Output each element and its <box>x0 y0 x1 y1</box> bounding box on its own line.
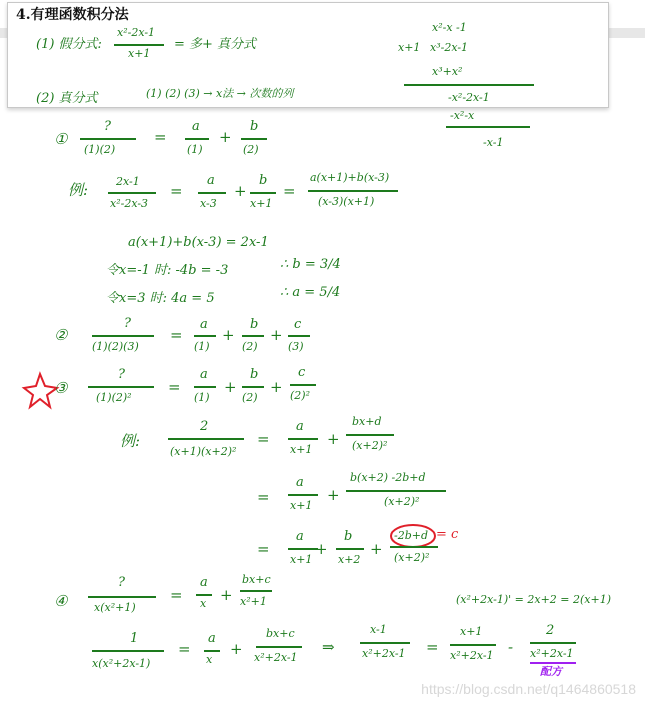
plus-sign: + <box>327 486 340 504</box>
equals-sign: = <box>283 182 296 200</box>
note-improper-den: x+1 <box>128 47 151 60</box>
minus-sign: - <box>508 638 514 656</box>
case-3-b: b <box>250 367 259 382</box>
fraction-bar <box>204 650 220 652</box>
case-2-c-den: (3) <box>288 340 304 353</box>
example-1-label: 例: <box>68 181 89 199</box>
purple-note: 配方 <box>540 665 562 678</box>
example-1-b: b <box>259 173 268 188</box>
example-4-a: a <box>208 631 216 646</box>
fraction-bar <box>168 438 244 440</box>
case-2-num: ? <box>124 316 131 331</box>
case-2-b: b <box>250 317 259 332</box>
equals-sign: = <box>257 488 270 506</box>
case-4-num: ? <box>118 575 125 590</box>
example-3-r3-num: -2b+d <box>394 529 429 542</box>
plus-sign: + <box>230 640 243 658</box>
example-3-num: 2 <box>200 419 209 434</box>
fraction-bar <box>196 594 212 596</box>
fraction-bar <box>256 646 302 648</box>
plus-sign: + <box>222 326 235 344</box>
example-3-a-den: x+1 <box>290 443 313 456</box>
example-1-a-den: x-3 <box>200 197 217 210</box>
equals-sign: = <box>170 586 183 604</box>
example-3-bd-den: (x+2)² <box>352 439 388 452</box>
equals-sign: = <box>170 326 183 344</box>
equals-sign: = <box>178 640 191 658</box>
note-improper-num: x²-2x-1 <box>117 26 156 39</box>
example-3-bd: bx+d <box>352 415 382 428</box>
division-step-4: -x-1 <box>483 136 504 149</box>
fraction-bar <box>92 650 164 652</box>
section-heading: 4.有理函数积分法 <box>16 7 129 23</box>
plus-sign: + <box>219 128 232 146</box>
division-step-3: -x²-x <box>450 109 475 122</box>
case-2-b-den: (2) <box>242 340 258 353</box>
case-4-bxc-den: x²+1 <box>240 595 267 608</box>
derivative-note: (x²+2x-1)' = 2x+2 = 2(x+1) <box>456 593 611 606</box>
case-3-b-den: (2) <box>242 391 258 404</box>
case-4-den: x(x²+1) <box>94 601 136 614</box>
example-4-den2: x²+2x-1 <box>362 647 406 660</box>
equals-c-annotation: = c <box>436 527 459 542</box>
case-3-den: (1)(2)² <box>96 391 132 404</box>
equals-sign: = <box>170 182 183 200</box>
case-4-a: a <box>200 575 208 590</box>
case-2-a-den: (1) <box>194 340 210 353</box>
case-1-num: ? <box>104 119 111 134</box>
example-4-bxc: bx+c <box>266 627 295 640</box>
case-4-bxc: bx+c <box>242 573 271 586</box>
example-3-a-den: x+1 <box>290 553 313 566</box>
case-1-a: a <box>192 119 200 134</box>
fraction-bar <box>346 434 394 436</box>
equals-sign: = <box>257 540 270 558</box>
case-2-den: (1)(2)(3) <box>92 340 139 353</box>
solve-step-3: 令x=3 时: 4a = 5 <box>106 291 215 306</box>
solve-step-3-result: ∴ a = 5/4 <box>280 285 341 300</box>
note-proper-rest: (1) (2) (3) → x法 → 次数的列 <box>146 87 294 100</box>
fraction-bar <box>194 386 216 388</box>
fraction-bar <box>288 494 318 496</box>
case-1-marker: ① <box>54 130 68 148</box>
fraction-bar <box>88 386 154 388</box>
plus-sign: + <box>327 430 340 448</box>
fraction-bar <box>450 644 496 646</box>
plus-sign: + <box>220 586 233 604</box>
division-quotient: x²-x -1 <box>432 21 467 34</box>
example-4-den4: x²+2x-1 <box>530 647 574 660</box>
example-4-a-den: x <box>206 653 213 666</box>
example-1-a: a <box>207 173 215 188</box>
solve-step-2: 令x=-1 时: -4b = -3 <box>106 263 229 278</box>
example-1-rhs-den: (x-3)(x+1) <box>318 195 375 208</box>
solve-step-1: a(x+1)+b(x-3) = 2x-1 <box>128 235 269 250</box>
fraction-bar <box>88 596 156 598</box>
division-dividend: x³-2x-1 <box>430 41 469 54</box>
example-3-a: a <box>296 475 304 490</box>
fraction-bar <box>288 548 318 550</box>
fraction-bar <box>242 386 264 388</box>
division-step-1: x³+x² <box>432 65 463 78</box>
example-3-r2-num: b(x+2) -2b+d <box>350 471 426 484</box>
division-divisor: x+1 <box>398 41 421 54</box>
fraction-bar <box>240 590 272 592</box>
case-2-marker: ② <box>54 326 68 344</box>
equals-sign: = <box>154 128 167 146</box>
case-1-b-den: (2) <box>243 143 259 156</box>
implies-arrow: ⇒ <box>322 638 335 656</box>
equals-sign: = <box>168 378 181 396</box>
case-3-c-den: (2)² <box>290 389 310 402</box>
fraction-bar <box>290 384 316 386</box>
watermark: https://blog.csdn.net/q1464860518 <box>421 681 636 697</box>
equals-sign: = <box>426 638 439 656</box>
example-3-a-den: x+1 <box>290 499 313 512</box>
case-1-den: (1)(2) <box>84 143 116 156</box>
example-3-label: 例: <box>120 432 141 450</box>
plus-sign: + <box>370 540 383 558</box>
example-3-r2-den: (x+2)² <box>384 495 420 508</box>
fraction-bar <box>390 546 438 548</box>
plus-sign: + <box>234 182 247 200</box>
purple-underline <box>530 662 576 664</box>
fraction-bar <box>346 490 446 492</box>
example-1-num: 2x-1 <box>116 175 140 188</box>
example-4-den: x(x²+2x-1) <box>92 657 151 670</box>
case-1-a-den: (1) <box>187 143 203 156</box>
note-improper-rest: = 多+ 真分式 <box>174 37 257 52</box>
case-2-c: c <box>294 317 302 332</box>
case-3-marker: ③ <box>54 379 68 397</box>
fraction-bar <box>336 548 364 550</box>
plus-sign: + <box>224 378 237 396</box>
fraction-bar <box>360 642 410 644</box>
case-4-marker: ④ <box>54 592 68 610</box>
case-3-a-den: (1) <box>194 391 210 404</box>
case-3-num: ? <box>118 367 125 382</box>
plus-sign: + <box>315 540 328 558</box>
fraction-bar <box>530 642 576 644</box>
example-1-rhs-num: a(x+1)+b(x-3) <box>310 171 390 184</box>
example-4-num3: x+1 <box>460 625 483 638</box>
equals-sign: = <box>257 430 270 448</box>
example-1-b-den: x+1 <box>250 197 273 210</box>
example-3-den: (x+1)(x+2)² <box>170 445 237 458</box>
case-2-a: a <box>200 317 208 332</box>
plus-sign: + <box>270 326 283 344</box>
example-3-a: a <box>296 419 304 434</box>
solve-step-2-result: ∴ b = 3/4 <box>280 257 341 272</box>
division-step-2: -x²-2x-1 <box>448 91 490 104</box>
example-4-num4: 2 <box>546 623 555 638</box>
example-4-den3: x²+2x-1 <box>450 649 494 662</box>
case-3-c: c <box>298 365 306 380</box>
case-1-b: b <box>250 119 259 134</box>
plus-sign: + <box>270 378 283 396</box>
note-improper-label: (1) 假分式: <box>36 37 102 52</box>
example-4-num2: x-1 <box>370 623 387 636</box>
case-3-a: a <box>200 367 208 382</box>
example-3-b: b <box>344 529 353 544</box>
note-proper-label: (2) 真分式 <box>36 91 98 106</box>
case-4-a-den: x <box>200 597 207 610</box>
example-3-r3-b-den: x+2 <box>338 553 361 566</box>
example-4-d: x²+2x-1 <box>254 651 298 664</box>
example-3-a: a <box>296 529 304 544</box>
example-3-r3-den: (x+2)² <box>394 551 430 564</box>
example-4-num: 1 <box>130 631 139 646</box>
fraction-bar <box>288 438 318 440</box>
example-1-den: x²-2x-3 <box>110 197 149 210</box>
